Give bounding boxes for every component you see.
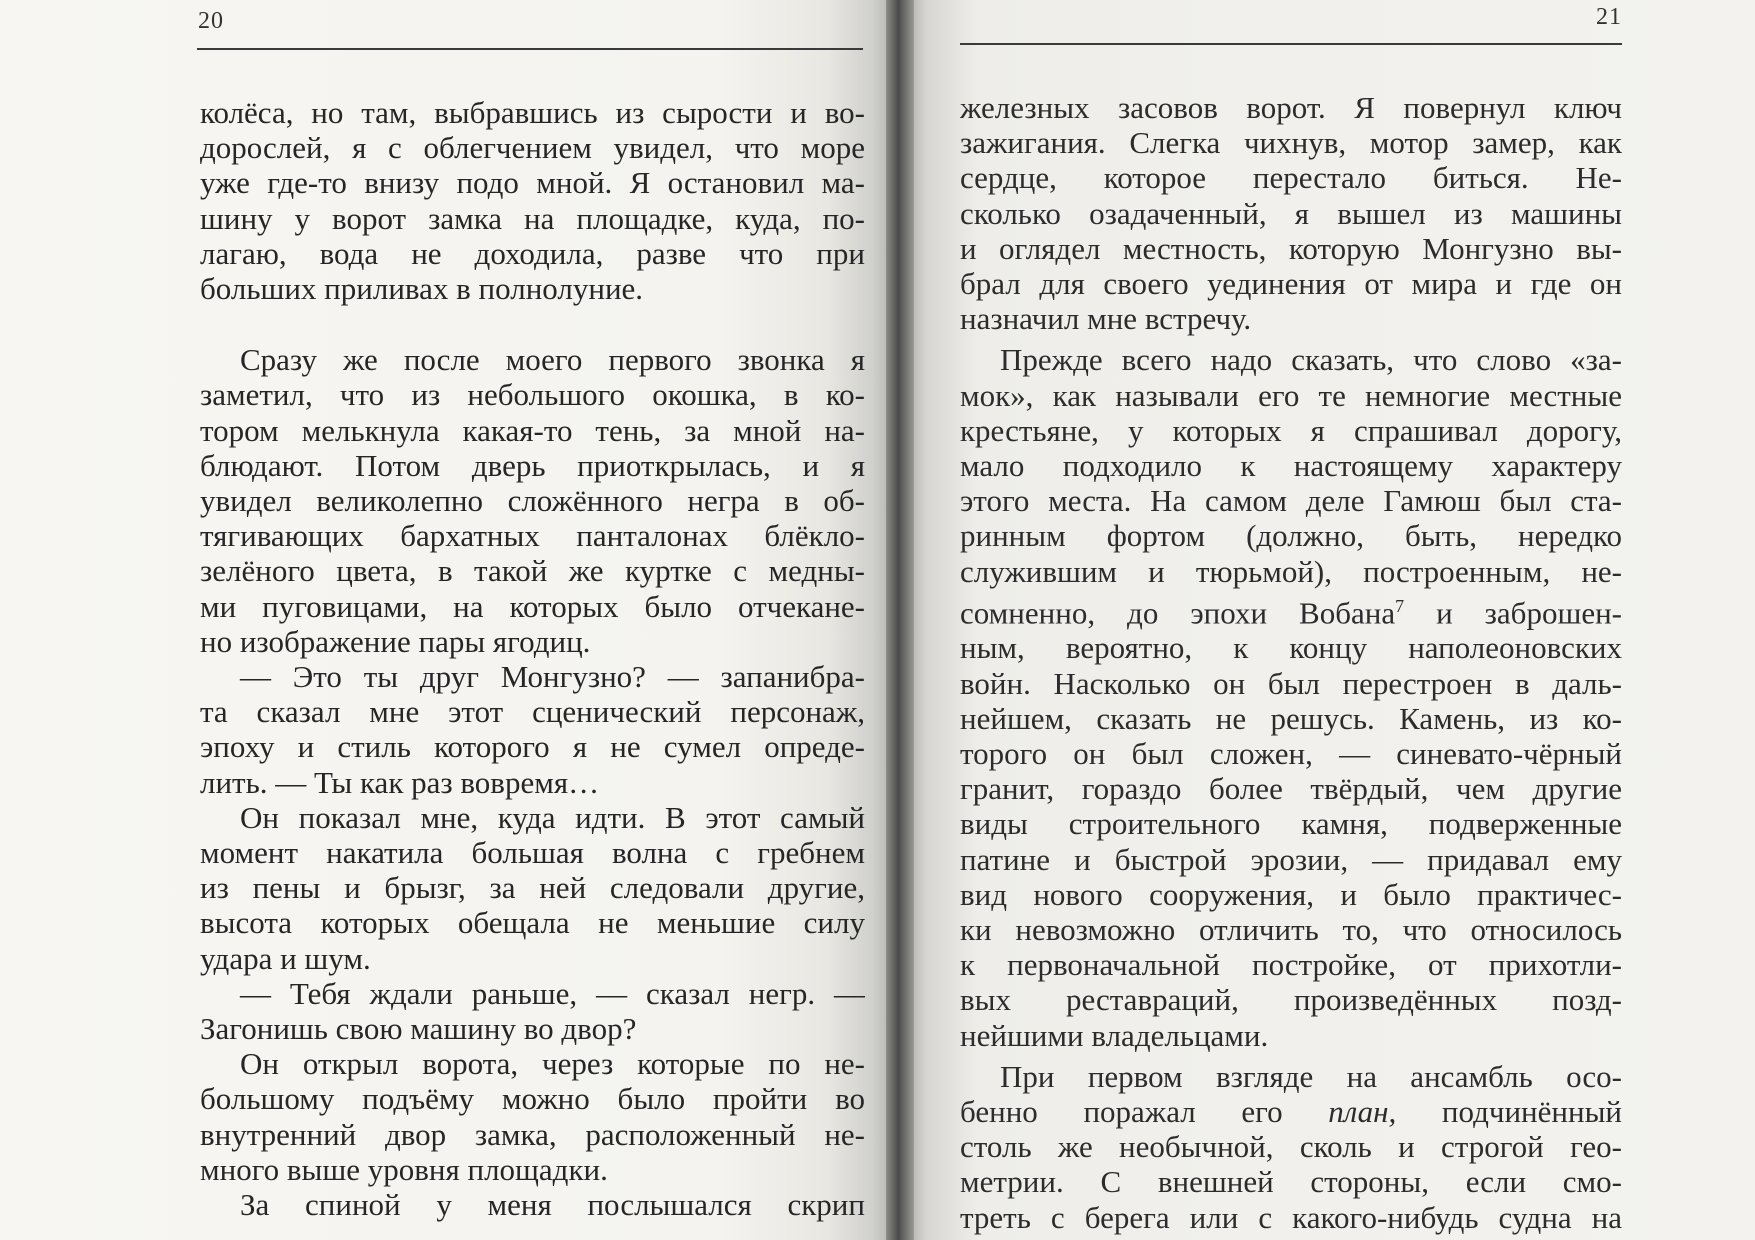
text-line: вых реставраций, произведённых позд- [960,982,1622,1018]
text-line: тором мелькнула какая-то тень, за мной на- [200,412,865,448]
text-line: эпоху и стиль которого я не сумел опреде- [200,729,865,765]
text-line: столь же необычной, сколь и строгой гео- [960,1129,1622,1165]
text-line: вид нового сооружения, и было практичес- [960,876,1622,912]
text-line: мало подходило к настоящему характеру [960,448,1622,484]
text-line: виды строительного камня, подверженные [960,806,1622,842]
text-line: треть с берега или с какого-нибудь судна на [960,1199,1622,1235]
text-line: и оглядел местность, которую Монгузно вы- [960,230,1622,266]
text-line: этого места. На самом деле Гамюш был ста- [960,483,1622,519]
text-line: служившим и тюрьмой), построенным, не- [960,553,1622,589]
text-line: шину у ворот замка на площадке, куда, по- [200,200,865,236]
text-line: дорослей, я с облегчением увидел, что море [200,130,865,166]
text-line: нейшими владельцами. [960,1017,1269,1053]
text-line: мок», как называли его те немногие местные [960,377,1622,413]
text-line: ки невозможно отличить то, что относилось [960,912,1622,947]
text-line: ным, вероятно, к концу наполеоновских [960,630,1622,666]
text-line: увидел великолепно сложённого негра в об- [200,483,865,519]
text-line: Он показал мне, куда идти. В этот самый [240,799,865,835]
text-fragment: подчинённый [1396,1094,1622,1130]
text-line: сколько озадаченный, я вышел из машины [960,195,1622,231]
text-line: Загонишь свою машину во двор? [200,1011,637,1047]
right-page-number: 21 [1596,4,1622,30]
text-line: За спиной у меня послышался скрип [240,1187,865,1223]
left-header-rule [197,48,863,50]
right-page-text [960,90,1622,1235]
text-line: заметил, что из небольшого окошка, в ко- [200,377,865,413]
text-line: Сразу же после моего первого звонка я [240,342,865,378]
text-line: торого он был сложен, — синевато-чёрный [960,735,1622,771]
text-line: сердце, которое перестало биться. Не- [960,160,1622,196]
text-line: но изображение пары ягодиц. [200,623,591,659]
text-line: ми пуговицами, на которых было отчекане- [200,588,865,624]
text-line: тягивающих бархатных панталонах блёкло- [200,518,865,554]
text-line: — Тебя ждали раньше, — сказал негр. — [240,975,865,1011]
text-line: зелёного цвета, в такой же куртке с медны- [200,553,865,589]
text-fragment: сомненно, до эпохи Вобана [960,595,1396,631]
text-line: внутренний двор замка, расположенный не- [200,1116,865,1152]
text-line [960,1094,1622,1129]
text-line: войн. Насколько он был перестроен в даль- [960,665,1622,701]
text-line: удара и шум. [200,940,371,976]
text-line: больших приливах в полнолуние. [200,271,644,307]
text-line: метрии. С внешней стороны, если смо- [960,1164,1622,1200]
text-line: назначил мне встречу. [960,301,1252,337]
text-line: большому подъёму можно было пройти во [200,1081,865,1117]
text-line: патине и быстрой эрозии, — придавал ему [960,841,1622,877]
text-line: При первом взгляде на ансамбль осо- [1000,1058,1622,1094]
text-line: Он открыл ворота, через которые по не- [240,1046,865,1082]
italic-word: план, [1328,1094,1397,1130]
text-line: момент накатила большая волна с гребнем [200,835,865,871]
text-line: брал для своего уединения от мира и где он [960,266,1622,302]
footnote-mark: 7 [1395,595,1405,616]
text-line: крестьяне, у которых я спрашивал дорогу, [960,412,1622,448]
text-line: гранит, гораздо более твёрдый, чем другие [960,771,1622,807]
text-line: зажигания. Слегка чихнув, мотор замер, как [960,125,1622,161]
left-page-text [200,95,865,1222]
text-line: — Это ты друг Монгузно? — запанибра- [240,659,865,695]
text-line: лить. — Ты как раз вовремя… [200,764,600,800]
text-line: из пены и брызг, за ней следовали другие, [200,870,865,906]
text-line: много выше уровня площадки. [200,1151,608,1187]
text-line: колёса, но там, выбравшись из сырости и во- [200,95,865,130]
text-line: та сказал мне этот сценический персонаж, [200,694,865,730]
text-line: нейшем, сказать не решусь. Камень, из ко- [960,700,1622,736]
text-line: лагаю, вода не доходила, разве что при [200,235,865,271]
text-fragment: бенно поражал его [960,1094,1329,1130]
right-header-rule [960,43,1622,45]
text-line: Прежде всего надо сказать, что слово «за- [1000,342,1622,378]
text-line: уже где-то внизу подо мной. Я остановил ма- [200,165,865,201]
left-page-number: 20 [198,8,224,34]
text-line [960,589,1622,631]
text-line: высота которых обещала не меньшие силу [200,905,865,941]
text-line: железных засовов ворот. Я повернул ключ [960,90,1622,125]
text-line: ринным фортом (должно, быть, нередко [960,518,1622,554]
text-fragment: и заброшен- [1404,595,1622,631]
book-gutter [886,0,914,1240]
text-line: к первоначальной постройке, от прихотли- [960,947,1622,983]
text-line: блюдают. Потом дверь приоткрылась, и я [200,447,865,483]
